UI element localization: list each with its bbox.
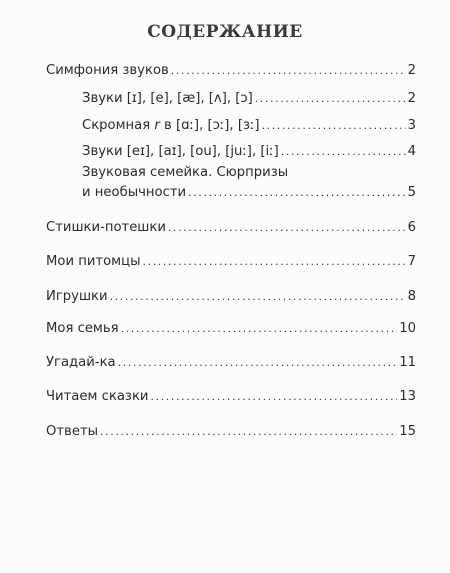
toc-entry-label: Ответы [46, 424, 99, 439]
toc-entry-sounds-long [82, 143, 416, 161]
toc-entry-pets [46, 253, 416, 271]
toc-entry-riddles [46, 354, 416, 372]
toc-page-number: 13 [399, 389, 416, 404]
toc-page-number: 11 [399, 355, 416, 370]
leader-dots [171, 62, 406, 80]
toc-page-number: 3 [407, 118, 416, 133]
toc-entry-label: Мои питомцы [46, 254, 141, 269]
leader-dots [143, 253, 406, 271]
leader-dots [262, 117, 406, 135]
toc-entry-label: Скромная r в [ɑː], [ɔː], [ɜː] [82, 118, 260, 133]
toc-entry-rhymes [46, 219, 416, 237]
toc-entry-label-line2: и необычности [82, 185, 187, 200]
toc-page-number: 6 [407, 220, 416, 235]
page-title: СОДЕРЖАНИЕ [147, 22, 303, 42]
leader-dots [121, 320, 398, 338]
toc-page-number: 2 [407, 63, 416, 78]
toc-entry-label: Звуки [eɪ], [aɪ], [ou], [juː], [iː] [82, 144, 279, 159]
toc-entry-label: Игрушки [46, 289, 108, 304]
leader-dots [150, 388, 397, 406]
leader-dots [100, 423, 397, 441]
toc-entry-label: Симфония звуков [46, 63, 169, 78]
toc-entry-family [46, 320, 416, 338]
toc-entry-sounds-short [82, 90, 416, 108]
toc-entry-sound-family [82, 163, 416, 203]
toc-entry-label: Звуки [ɪ], [e], [æ], [ʌ], [ɔ] [82, 91, 253, 106]
toc-entry-answers [46, 423, 416, 441]
toc-entry-label: Стишки-потешки [46, 220, 166, 235]
toc-entry-toys [46, 288, 416, 306]
leader-dots [168, 219, 406, 237]
toc-page-number: 15 [399, 424, 416, 439]
toc-page-number: 2 [407, 91, 416, 106]
leader-dots [281, 143, 406, 161]
toc-entry-label: Моя семья [46, 321, 119, 336]
leader-dots [110, 288, 406, 306]
leader-dots [118, 354, 398, 372]
toc-page-number: 4 [407, 144, 416, 159]
toc-entry-label-line1: Звуковая семейка. Сюрпризы [82, 165, 289, 180]
toc-entry-label: Читаем сказки [46, 389, 149, 404]
toc-page-number: 5 [407, 185, 416, 200]
toc-entry-label: Угадай-ка [46, 355, 116, 370]
leader-dots [255, 90, 406, 108]
toc-page-number: 8 [407, 289, 416, 304]
toc-entry-fairy-tales [46, 388, 416, 406]
leader-dots [188, 183, 406, 203]
toc-page-number: 7 [407, 254, 416, 269]
toc-entry-symphony [46, 62, 416, 80]
toc-page-number: 10 [399, 321, 416, 336]
toc-entry-modest-r [82, 117, 416, 135]
